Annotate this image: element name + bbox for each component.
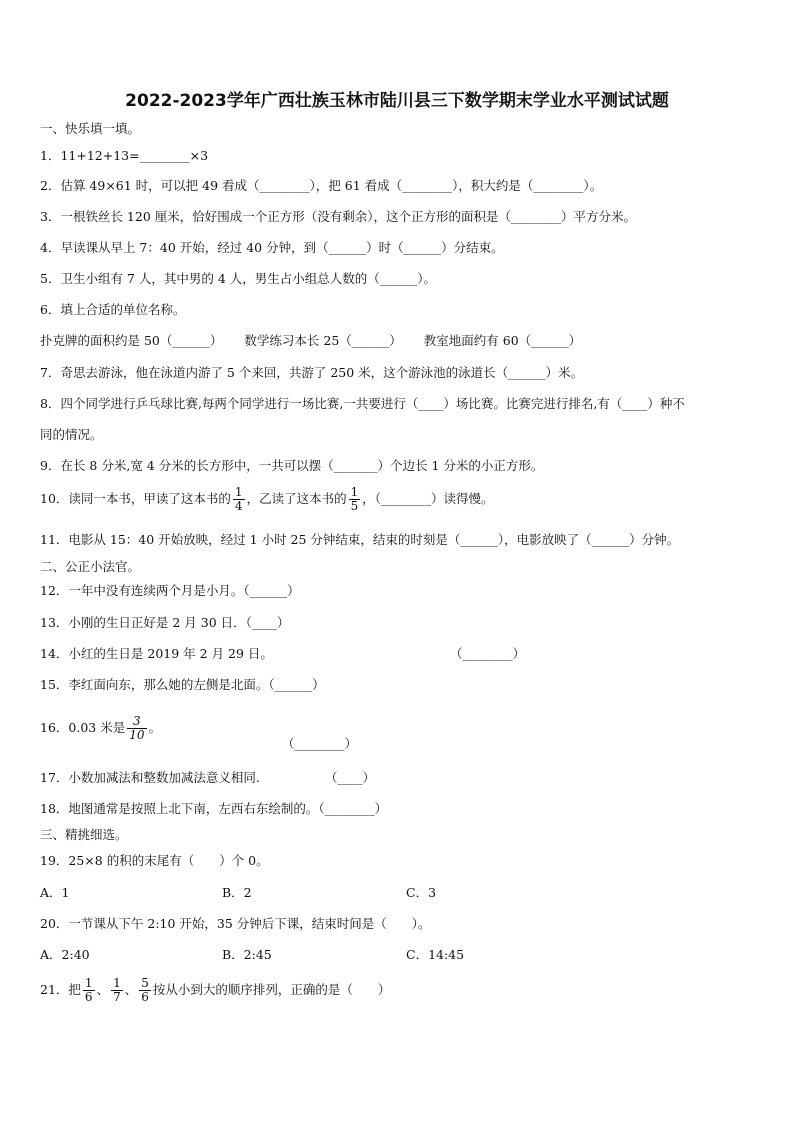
question-8-line-2: 同的情况。 (40, 427, 103, 442)
question-3: 3．一根铁丝长 120 厘米，恰好围成一个正方形（没有剩余），这个正方形的面积是（________）平方分米。 (40, 209, 637, 224)
question-19-option-a: A．1 (40, 885, 70, 900)
fraction-denominator: 6 (141, 990, 149, 1004)
question-6b: 数学练习本长 25（______） (244, 333, 402, 348)
question-5: 5．卫生小组有 7 人，其中男的 4 人，男生占小组总人数的（______）。 (40, 271, 437, 286)
fraction-one-quarter (233, 486, 245, 513)
question-14-blank: （________） (450, 646, 526, 661)
page-title: 2022-2023学年广西壮族玉林市陆川县三下数学期末学业水平测试试题 (125, 91, 669, 111)
question-14: 14．小红的生日是 2019 年 2 月 29 日。 (40, 646, 273, 661)
question-8-line-1: 8．四个同学进行乒乓球比赛,每两个同学进行一场比赛,一共要进行（____）场比赛。比赛完进行排名,有（____）种不 (40, 396, 685, 411)
fraction-denominator: 4 (234, 499, 243, 513)
question-21-suffix: 按从小到大的顺序排列，正确的是（ ） (152, 982, 391, 997)
question-21-prefix: 21．把 (40, 982, 81, 997)
fraction-numerator: 1 (234, 485, 243, 499)
question-12: 12．一年中没有连续两个月是小月。（______） (40, 583, 300, 598)
question-6a: 扑克牌的面积约是 50（______） (40, 333, 223, 348)
fraction-numerator: 1 (84, 976, 93, 990)
fraction-numerator: 3 (127, 715, 146, 729)
fraction-numerator: 1 (113, 976, 121, 990)
fraction-denominator: 10 (129, 728, 145, 742)
section-heading-3: 三、精挑细选。 (40, 827, 128, 842)
question-20-option-c: C．14:45 (406, 947, 465, 962)
question-10-suffix: ，（________）读得慢。 (362, 491, 494, 506)
separator: 、 (96, 982, 110, 997)
question-7: 7．奇思去游泳，他在泳道内游了 5 个来回，共游了 250 米，这个游泳池的泳道长（______）米。 (40, 365, 584, 380)
fraction-numerator: 1 (350, 485, 359, 499)
question-19-option-c: C．3 (406, 885, 437, 900)
question-10-middle: ，乙读了这本书的 (246, 491, 347, 506)
question-15: 15．李红面向东，那么她的左侧是北面。（______） (40, 677, 325, 692)
separator: 、 (124, 982, 138, 997)
question-21 (40, 976, 390, 1004)
question-6-items (40, 333, 581, 349)
question-20-option-a: A．2:40 (40, 947, 90, 962)
fraction-denominator: 5 (350, 499, 359, 513)
fraction-one-seventh (111, 977, 123, 1004)
fraction-numerator: 5 (141, 976, 149, 990)
fraction-three-tenths (127, 715, 146, 742)
question-16 (40, 714, 161, 742)
fraction-one-fifth (349, 486, 361, 513)
question-16-prefix: 16．0.03 米是 (40, 720, 126, 735)
section-heading-1: 一、快乐填一填。 (40, 121, 141, 136)
question-16-blank: （________） (282, 736, 358, 751)
question-19: 19．25×8 的积的末尾有（ ）个 0。 (40, 853, 269, 868)
section-heading-2: 二、公正小法官。 (40, 559, 141, 574)
question-2: 2．估算 49×61 时，可以把 49 看成（________），把 61 看成（________），积大约是（________）。 (40, 178, 603, 193)
question-6c: 教室地面约有 60（______） (423, 333, 582, 348)
fraction-denominator: 6 (84, 990, 93, 1004)
fraction-five-sixths (139, 977, 151, 1004)
question-6: 6．填上合适的单位名称。 (40, 302, 186, 317)
question-13: 13．小刚的生日正好是 2 月 30 日．（____） (40, 615, 290, 630)
question-17: 17．小数加减法和整数加减法意义相同. (40, 770, 260, 785)
question-19-option-b: B．2 (222, 885, 252, 900)
question-17-blank: （____） (325, 770, 376, 785)
question-20: 20．一节课从下午 2:10 开始，35 分钟后下课，结束时间是（ ）。 (40, 916, 431, 931)
question-4: 4．早读课从早上 7：40 开始，经过 40 分钟，到（______）时（______）分结束。 (40, 240, 504, 255)
question-11: 11．电影从 15：40 开始放映，经过 1 小时 25 分钟结束，结束的时刻是（______），电影放映了（______）分钟。 (40, 532, 680, 547)
question-16-suffix: 。 (148, 720, 162, 735)
question-18: 18．地图通常是按照上北下南，左西右东绘制的。（________） (40, 801, 388, 816)
fraction-denominator: 7 (113, 990, 121, 1004)
question-9: 9．在长 8 分米,宽 4 分米的长方形中，一共可以摆（_______）个边长 1 分米的小正方形。 (40, 458, 544, 473)
fraction-one-sixth (83, 977, 95, 1004)
question-10-prefix: 10．读同一本书，甲读了这本书的 (40, 491, 231, 506)
question-20-option-b: B．2:45 (222, 947, 272, 962)
question-1: 1．11+12+13=________×3 (40, 148, 209, 163)
question-10 (40, 485, 493, 513)
